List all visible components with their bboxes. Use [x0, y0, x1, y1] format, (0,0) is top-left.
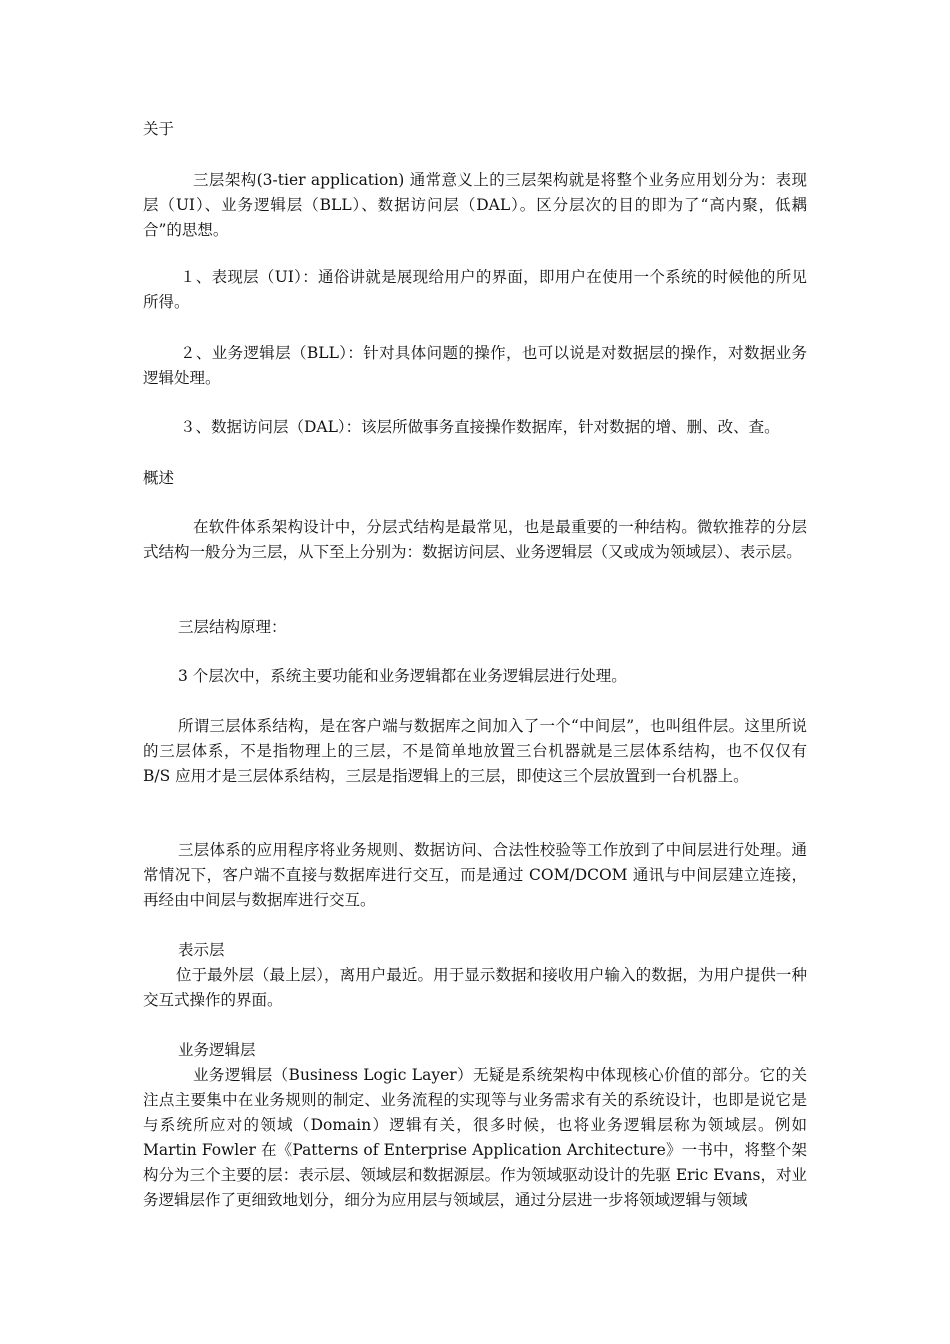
paragraph-overview: 在软件体系架构设计中，分层式结构是最常见，也是最重要的一种结构。微软推荐的分层式结构一般分为三层，从下至上分别为：数据访问层、业务逻辑层（又或成为领域层）、表示层。 — [143, 518, 807, 561]
paragraph-item-3: ３、数据访问层（DAL）：该层所做事务直接操作数据库，针对数据的增、删、改、查。 — [180, 418, 780, 436]
paragraph-item-1: １、表现层（UI）：通俗讲就是展现给用户的界面，即用户在使用一个系统的时候他的所见所得。 — [143, 268, 807, 311]
paragraph-principle-3: 三层体系的应用程序将业务规则、数据访问、合法性校验等工作放到了中间层进行处理。通常情况下，客户端不直接与数据库进行交互，而是通过 COM/DCOM 通讯与中间层建立连接，再经由中间层与数据库进行交互。 — [143, 841, 807, 909]
heading-about: 关于 — [143, 120, 175, 138]
paragraph-presentation: 位于最外层（最上层），离用户最近。用于显示数据和接收用户输入的数据，为用户提供一种交互式操作的界面。 — [143, 966, 807, 1009]
paragraph-principle-1: 3 个层次中，系统主要功能和业务逻辑都在业务逻辑层进行处理。 — [178, 667, 627, 685]
paragraph-item-2: ２、业务逻辑层（BLL）：针对具体问题的操作，也可以说是对数据层的操作，对数据业务逻辑处理。 — [143, 344, 807, 387]
heading-overview: 概述 — [143, 469, 175, 487]
heading-principle: 三层结构原理： — [178, 618, 287, 636]
paragraph-business-logic: 业务逻辑层（Business Logic Layer）无疑是系统架构中体现核心价值的部分。它的关注点主要集中在业务规则的制定、业务流程的实现等与业务需求有关的系统设计，也即是说它是与系统所应对的领域（Domain）逻辑有关，很多时候，也将业务逻辑层称为领域层。例如 Martin Fowler 在《Patterns of Enterprise Application Architecture》一书中，将整个架构分为三个主要的层：表示层、领域层和数据源层。作为领域驱动设计的先驱 Eric Evans，对业务逻辑层作了更细致地划分，细分为应用层与领域层，通过分层进一步将领域逻辑与领域 — [143, 1066, 807, 1209]
heading-business-logic: 业务逻辑层 — [178, 1041, 256, 1059]
paragraph-intro: 三层架构(3-tier application) 通常意义上的三层架构就是将整个业务应用划分为：表现层（UI）、业务逻辑层（BLL）、数据访问层（DAL）。区分层次的目的即为了“高内聚，低耦合”的思想。 — [143, 171, 807, 239]
heading-presentation: 表示层 — [178, 941, 225, 959]
paragraph-principle-2: 所谓三层体系结构，是在客户端与数据库之间加入了一个“中间层”，也叫组件层。这里所说的三层体系，不是指物理上的三层，不是简单地放置三台机器就是三层体系结构，也不仅仅有 B/S 应用才是三层体系结构，三层是指逻辑上的三层，即使这三个层放置到一台机器上。 — [143, 717, 807, 785]
